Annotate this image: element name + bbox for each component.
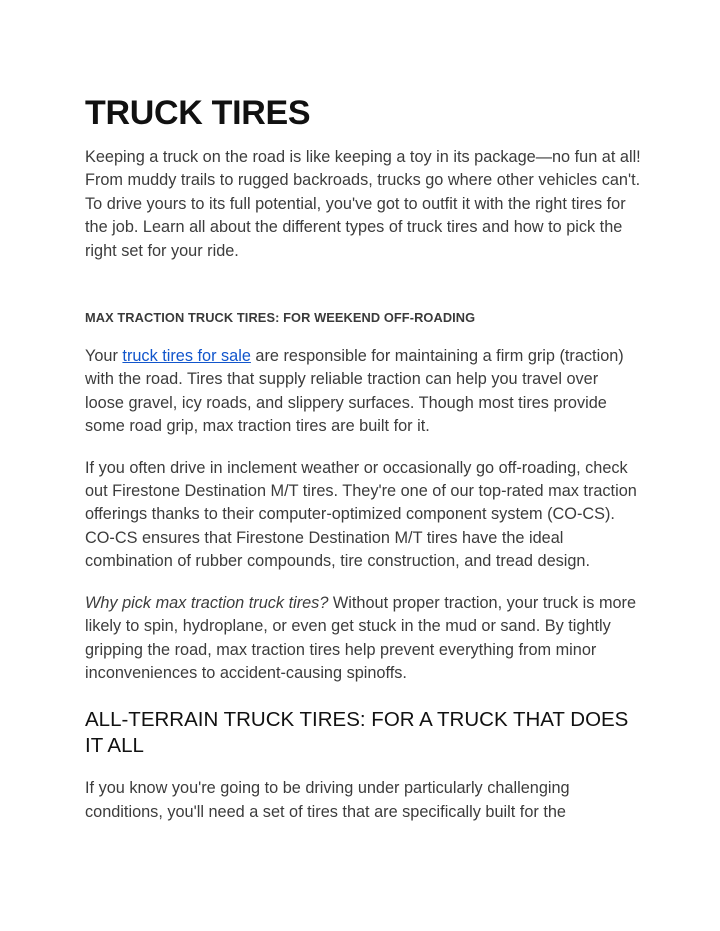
intro-paragraph: Keeping a truck on the road is like keeping a toy in its package—no fun at all! From muddy trails to rugged backroads, trucks go where other vehicles can't. To drive yours to its full potential, you've got to outfit it with the right tires for the job. Learn all about the different types of truck tires and how to pick the right set for your ride. [85,148,641,260]
max-traction-p1-text-before: Your [85,347,123,366]
max-traction-paragraph-3 [85,592,641,686]
max-traction-p3-text: Without proper traction, your truck is more likely to spin, hydroplane, or even get stuck in the mud or sand. By tightly gripping the road, max traction tires help prevent everything from minor inconveniences to accident-causing spinoffs. [85,593,637,682]
max-traction-paragraph-2: If you often drive in inclement weather or occasionally go off-roading, check out Firestone Destination M/T tires. They're one of our top-rated max traction offerings thanks to their computer-optimized component system (CO-CS). CO-CS ensures that Firestone Destination M/T tires have the ideal combination of rubber compounds, tire construction, and tread design. [85,458,637,571]
max-traction-paragraph-1 [85,345,641,439]
why-pick-lead: Why pick max traction truck tires? [85,593,329,612]
document-page [85,92,641,824]
all-terrain-paragraph-1: If you know you're going to be driving under particularly challenging conditions, you'll need a set of tires that are specifically built for the [85,779,570,821]
all-terrain-heading: ALL-TERRAIN TRUCK TIRES: FOR A TRUCK THAT DOES IT ALL [85,708,629,758]
page-title: TRUCK TIRES [85,94,311,132]
truck-tires-for-sale-link[interactable]: truck tires for sale [122,347,251,366]
max-traction-p1-text-after: are responsible for maintaining a firm grip (traction) with the road. Tires that supply reliable traction can help you travel over loose gravel, icy roads, and slippery surfaces. Though most tires provide some road grip, max traction tires are built for it. [85,347,624,436]
max-traction-heading: MAX TRACTION TRUCK TIRES: FOR WEEKEND OFF-ROADING [85,310,476,326]
